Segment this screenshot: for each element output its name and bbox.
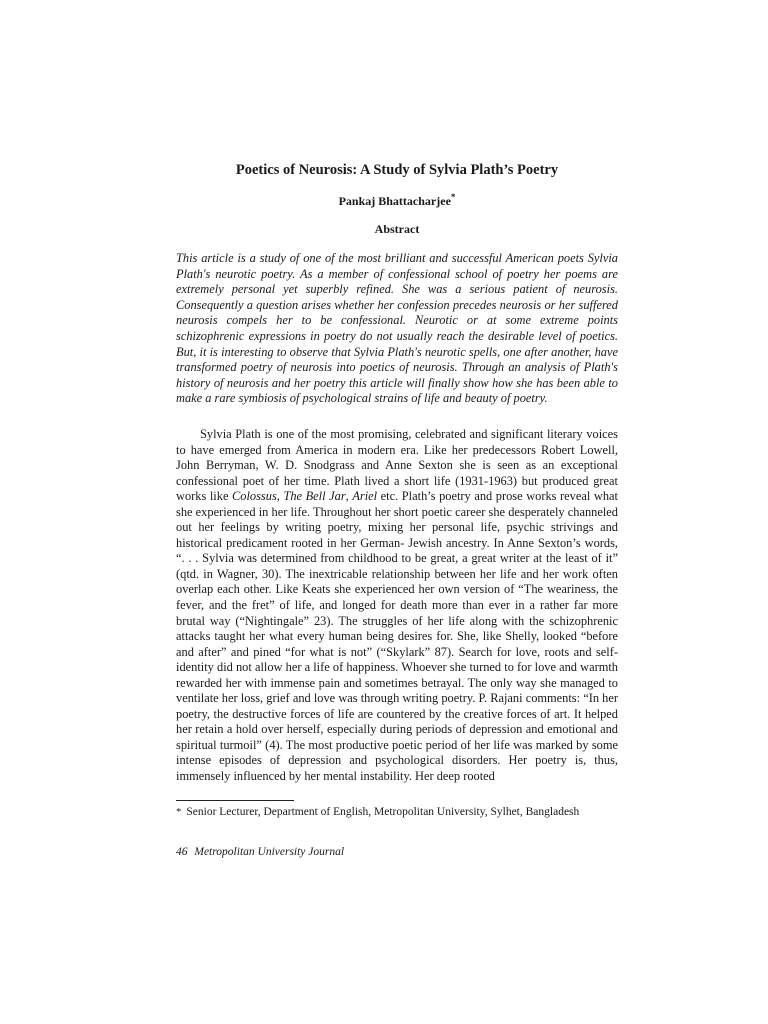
- page-footer: [176, 846, 344, 858]
- footnote-text: Senior Lecturer, Department of English, Metropolitan University, Sylhet, Bangladesh: [186, 806, 580, 818]
- article-title: Poetics of Neurosis: A Study of Sylvia Plath’s Poetry: [235, 162, 559, 178]
- author-name: Pankaj Bhattacharjee: [338, 194, 451, 208]
- body-paragraph: [176, 427, 618, 785]
- author-line: [176, 194, 618, 209]
- author-footnote-marker: *: [450, 192, 456, 202]
- journal-name: Metropolitan University Journal: [194, 846, 345, 858]
- work-title-colossus: Colossus: [232, 489, 277, 504]
- footnote: [176, 806, 636, 818]
- work-title-bell-jar: The Bell Jar: [283, 489, 346, 504]
- abstract-heading: Abstract: [374, 222, 420, 236]
- body-text-part-2: etc. Plath’s poetry and prose works reveal what she experienced in her life. Throughout her short poetic career she desperately channeled out her feelings by writing poetry, mixing her personal life, psychic strivings and historical predicament rooted in her German- Jewish ancestry. In Anne Sexton’s words, “. . . Sylvia was determined from childhood to be great, a great writer at the least of it” (qtd. in Wagner, 30). The inextricable relationship between her life and her work often overlap each other. Like Keats she experienced her own version of “The weariness, the fever, and the fret” of life, and longed for death more than ever in a rather far more brutal way (“Nightingale” 23). The struggles of her life along with the schizophrenic attacks taught her what every human being desires for. She, like Shelly, looked “before and after” and pined “for what is not” (“Skylark” 87). Search for love, roots and self-identity did not allow her a life of happiness. Whoever she turned to for love and warmth rewarded her with immense pain and sometimes betrayal. The only way she managed to ventilate her loss, grief and love was through writing poetry. P. Rajani comments: “In her poetry, the destructive forces of life are countered by the creative forces of art. It helped her retain a hold over herself, especially during periods of depression and emotional and spiritual turmoil” (4). The most productive poetic period of her life was marked by some intense episodes of depression and psychological disorders. Her poetry is, thus, immensely influenced by her mental instability. Her deep rooted: [176, 489, 618, 784]
- footnote-divider: [176, 800, 294, 801]
- work-title-ariel: Ariel: [352, 489, 378, 504]
- abstract-text: This article is a study of one of the most brilliant and successful American poets Sylvia Plath's neurotic poetry. As a member of confessional school of poetry her poems are extremely personal yet superbly refined. She was a serious patient of neurosis. Consequently a question arises whether her confession precedes neurosis or her suffered neurosis compels her to be confessional. Neurotic or at some extreme points schizophrenic expressions in poetry do not usually reach the desirable level of poetics. But, it is interesting to observe that Sylvia Plath's neurotic spells, one after another, have transformed poetry of neurosis into poetics of neurosis. Through an analysis of Plath's history of neurosis and her poetry this article will finally show how she has been able to make a rare symbiosis of psychological strains of life and beauty of poetry.: [176, 251, 618, 406]
- page-number: 46: [176, 846, 188, 858]
- body-text-part-1: Sylvia Plath is one of the most promising, celebrated and significant literary voices to have emerged from America in modern era. Like her predecessors Robert Lowell, John Berryman, W. D. Snodgrass and Anne Sexton she is seen as an exceptional confessional poet of her time. Plath lived a short life (1931-1963) but produced great works like: [176, 427, 618, 504]
- work-separator: ,: [276, 489, 284, 504]
- footnote-marker: *: [176, 806, 182, 818]
- work-separator: ,: [345, 489, 353, 504]
